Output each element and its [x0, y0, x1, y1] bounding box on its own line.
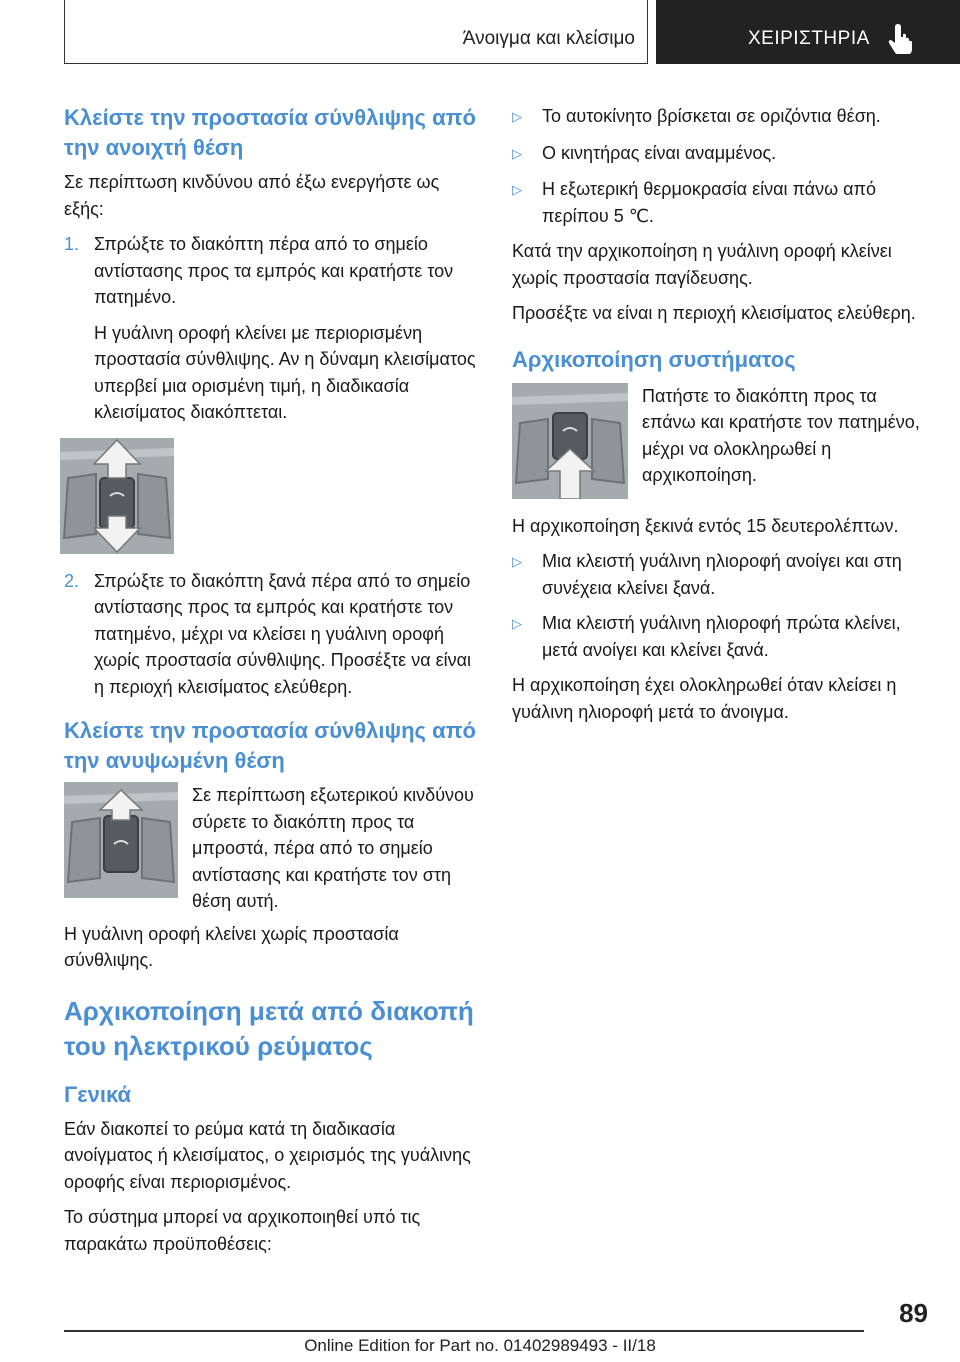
bullet-item: ▷ Η εξωτερική θερμοκρασία είναι πάνω από περίπου 5 ℃. [512, 176, 928, 229]
triangle-bullet-icon: ▷ [512, 616, 522, 631]
paragraph: Προσέξτε να είναι η περιοχή κλεισίματος ελεύθερη. [512, 303, 916, 323]
triangle-bullet-icon: ▷ [512, 182, 522, 197]
switch-illustration-1 [60, 438, 174, 554]
switch-illustration-3 [512, 383, 628, 499]
system-figure-row [512, 383, 928, 499]
bullet-item: ▷ Μια κλειστή γυάλινη ηλιοροφή ανοίγει και στη συνέχεια κλείνει ξανά. [512, 548, 928, 601]
footer-edition: Online Edition for Part no. 01402989493 - II/18 [304, 1336, 656, 1355]
paragraph: Κατά την αρχικοποίηση η γυάλινη οροφή κλείνει χωρίς προστασία παγίδευσης. [512, 241, 892, 288]
right-column [512, 103, 928, 734]
heading-close-from-raised: Κλείστε την προστασία σύνθλιψης από την ανυψωμένη θέση [64, 718, 476, 773]
left-column [64, 103, 478, 1266]
header-chapter-box [656, 0, 960, 64]
bullet-item: ▷ Ο κινητήρας είναι αναμμένος. [512, 140, 928, 168]
paragraph: Η αρχικοποίηση ξεκινά εντός 15 δευτερολέπτων. [512, 515, 899, 536]
step-text: Σπρώξτε το διακόπτη πέρα από το σημείο αντίστασης προς τα εμπρός και κρατήστε τον πατημένο. [94, 234, 454, 307]
raised-figure-row [64, 782, 478, 915]
triangle-bullet-icon: ▷ [512, 554, 522, 569]
system-text: Πατήστε το διακόπτη προς τα επάνω και κρατήστε τον πατημένο, μέχρι να ολοκληρωθεί η αρχικοποίηση. [642, 385, 920, 485]
header-section-box [64, 0, 648, 64]
step-1 [64, 231, 478, 311]
switch-illustration-2 [64, 782, 178, 898]
bullet-item: ▷ Το αυτοκίνητο βρίσκεται σε οριζόντια θέση. [512, 103, 928, 131]
header-section-title: Άνοιγμα και κλείσιμο [462, 28, 635, 49]
triangle-bullet-icon: ▷ [512, 145, 522, 161]
heading-initialization-after-power: Αρχικοποίηση μετά από διακοπή του ηλεκτρικού ρεύματος [64, 995, 474, 1061]
raised-text: Σε περίπτωση εξωτερικού κινδύνου σύρετε το διακόπτη προς τα μπροστά, πέρα από το σημείο αντίστασης και κρατήστε τον στη θέση αυτή. [192, 785, 474, 911]
step-number: 2. [64, 570, 80, 591]
step-text: Σπρώξτε το διακόπτη ξανά πέρα από το σημείο αντίστασης προς τα εμπρός και κρατήστε τον πατημένο, μέχρι να κλείσει η γυάλινη οροφή χωρίς προστασία σύνθλιψης. Προσέξτε να είναι η περιοχή κλεισίματος ελεύθερη. [94, 570, 472, 697]
page-number: 89 [899, 1298, 928, 1328]
step-note: Η γυάλινη οροφή κλείνει με περιορισμένη προστασία σύνθλιψης. Αν η δύναμη κλεισίματος υπερβεί μια ορισμένη τιμή, η διαδικασία κλεισίματος διακόπτεται. [94, 322, 476, 422]
paragraph: Η αρχικοποίηση έχει ολοκληρωθεί όταν κλείσει η γυάλινη ηλιοροφή μετά το άνοιγμα. [512, 675, 897, 722]
bullet-item: ▷ Μια κλειστή γυάλινη ηλιοροφή πρώτα κλείνει, μετά ανοίγει και κλείνει ξανά. [512, 610, 928, 663]
heading-close-from-open: Κλείστε την προστασία σύνθλιψης από την ανοιχτή θέση [64, 105, 476, 160]
heading-system-initialization: Αρχικοποίηση συστήματος [512, 346, 796, 372]
triangle-bullet-icon: ▷ [512, 109, 522, 124]
header-chapter-title: ΧΕΙΡΙΣΤΗΡΙΑ [748, 28, 870, 49]
heading-general: Γενικά [64, 1081, 132, 1107]
footer-divider [64, 1330, 864, 1332]
paragraph: Η γυάλινη οροφή κλείνει χωρίς προστασία σύνθλιψης. [64, 923, 399, 970]
paragraph: Εάν διακοπεί το ρεύμα κατά τη διαδικασία ανοίγματος ή κλεισίματος, ο χειρισμός της γυάλινης οροφής είναι περιορισμένος. [64, 1118, 471, 1192]
pointing-hand-icon [888, 22, 918, 54]
step-2 [64, 568, 478, 701]
step-number: 1. [64, 234, 80, 254]
paragraph: Σε περίπτωση κινδύνου από έξω ενεργήστε ως εξής: [64, 172, 440, 219]
paragraph: Το σύστημα μπορεί να αρχικοποιηθεί υπό τις παρακάτω προϋποθέσεις: [64, 1207, 421, 1254]
